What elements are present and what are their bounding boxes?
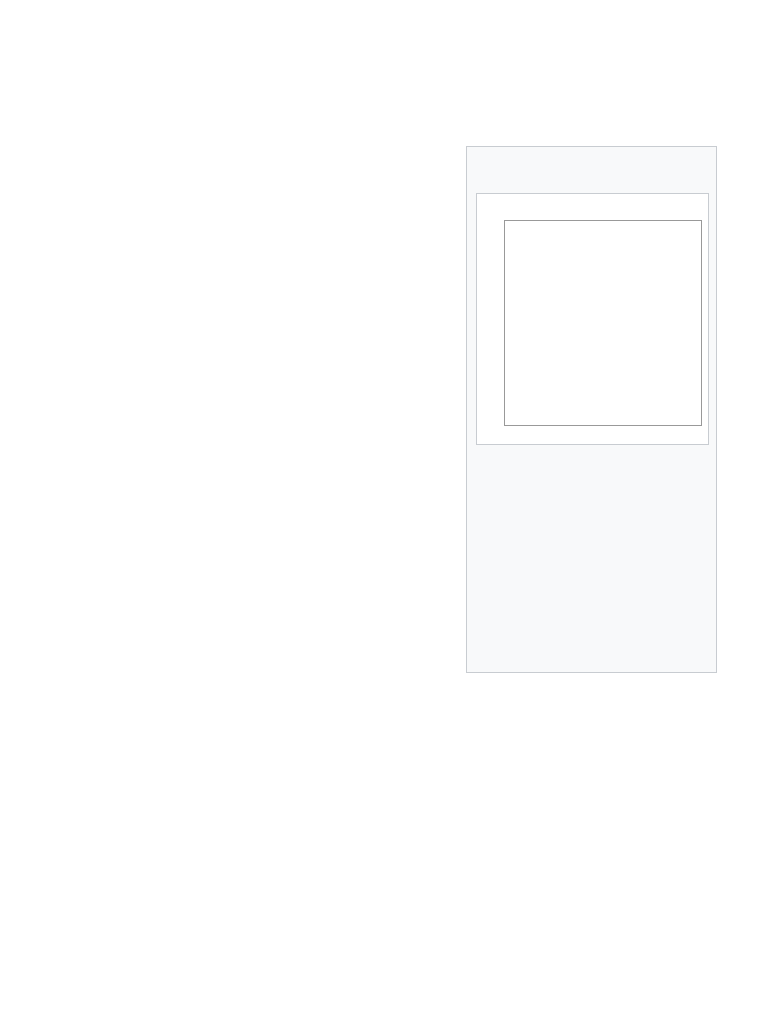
file-labels-bottom (504, 428, 700, 444)
infobox (466, 146, 717, 673)
chess-board (504, 220, 702, 426)
file-labels-top (504, 198, 700, 214)
chess-diagram (476, 193, 709, 445)
